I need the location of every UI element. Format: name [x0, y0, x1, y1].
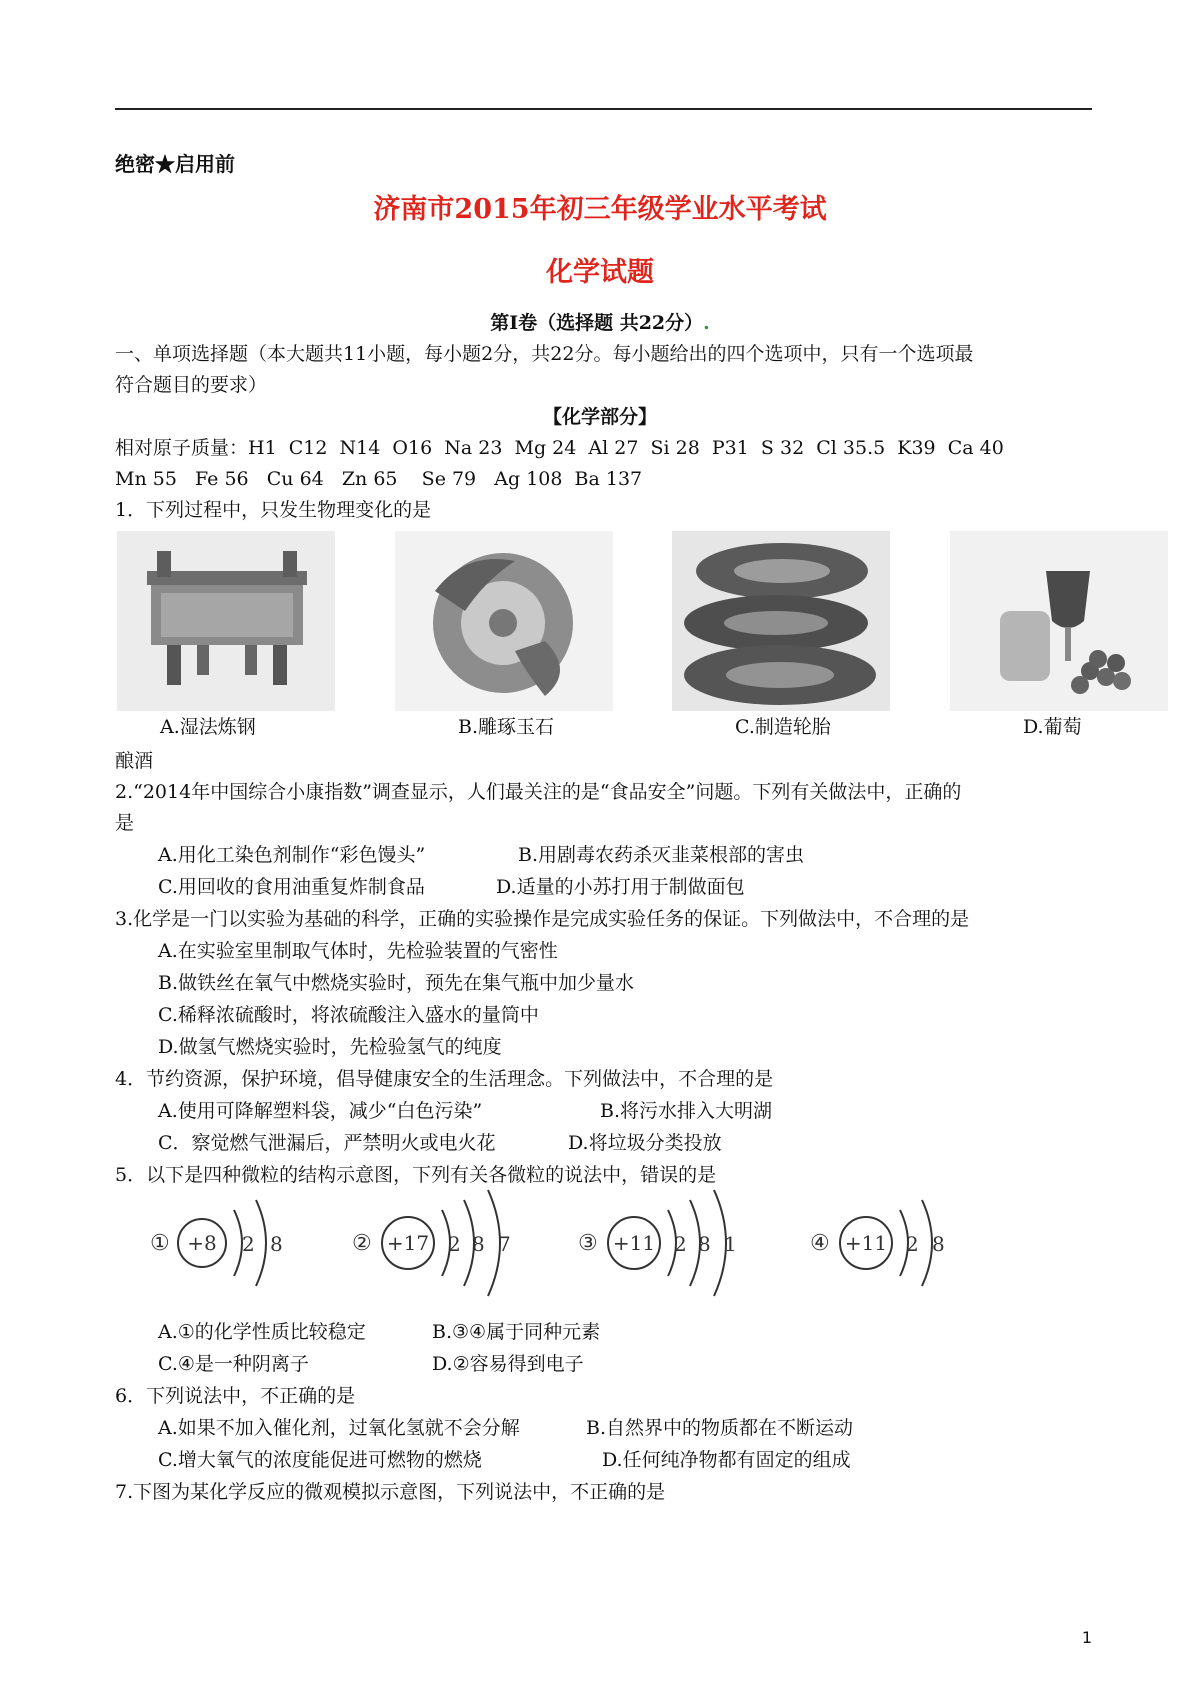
q5-option-a: A.①的化学性质比较稳定 — [158, 1321, 366, 1343]
tire-stack-image — [672, 531, 890, 711]
q3-stem: 3.化学是一门以实验为基础的科学，正确的实验操作是完成实验任务的保证。下列做法中，不合理的是 — [115, 908, 970, 930]
q1-caption-d-wrap: 酿酒 — [115, 750, 154, 772]
jade-carving-image — [395, 531, 613, 711]
grape-wine-image — [950, 531, 1168, 711]
header-rule — [115, 108, 1092, 110]
part-heading: 【化学部分】 — [542, 406, 657, 428]
q3-option-d: D.做氢气燃烧实验时，先检验氢气的纯度 — [158, 1036, 502, 1058]
particle-2-shell-3: 7 — [498, 1232, 511, 1256]
bronze-ding-image — [117, 531, 335, 711]
q6-stem: 6．下列说法中，不正确的是 — [115, 1385, 356, 1407]
particle-4-nucleus: +11 — [844, 1231, 888, 1255]
atomic-structure-diagrams — [150, 1188, 970, 1298]
section-instructions-line2: 符合题目的要求） — [115, 374, 268, 396]
particle-4-diagram — [810, 1200, 945, 1286]
q1-caption-d: D.葡萄 — [1023, 716, 1082, 738]
q3-option-a: A.在实验室里制取气体时，先检验装置的气密性 — [158, 940, 558, 962]
exam-title: 济南市2015年初三年级学业水平考试 — [373, 194, 827, 225]
q2-stem-line1: 2.“2014年中国综合小康指数”调查显示，人们最关注的是“食品安全”问题。下列有关做法中，正确的 — [115, 781, 962, 803]
q4-option-b: B.将污水排入大明湖 — [600, 1100, 773, 1122]
q3-option-b: B.做铁丝在氧气中燃烧实验时，预先在集气瓶中加少量水 — [158, 972, 635, 994]
q5-option-b: B.③④属于同种元素 — [432, 1321, 601, 1343]
particle-2-label: ② — [352, 1231, 372, 1256]
q4-option-d: D.将垃圾分类投放 — [568, 1132, 722, 1154]
q6-option-c: C.增大氧气的浓度能促进可燃物的燃烧 — [158, 1449, 482, 1471]
q6-option-d: D.任何纯净物都有固定的组成 — [602, 1449, 851, 1471]
particle-4-shell-1: 2 — [906, 1232, 919, 1256]
q2-stem-line2: 是 — [115, 812, 135, 834]
q1-stem: 1．下列过程中，只发生物理变化的是 — [115, 499, 432, 521]
confidential-mark: 绝密★启用前 — [115, 152, 235, 176]
volume-dot: . — [703, 312, 710, 334]
particle-3-nucleus: +11 — [612, 1231, 656, 1255]
particle-3-shell-3: 1 — [724, 1232, 737, 1256]
particle-2-nucleus: +17 — [386, 1231, 430, 1255]
exam-subtitle: 化学试题 — [546, 257, 654, 288]
q4-stem: 4．节约资源，保护环境，倡导健康安全的生活理念。下列做法中，不合理的是 — [115, 1068, 774, 1090]
section-instructions-line1: 一、单项选择题（本大题共11小题，每小题2分，共22分。每小题给出的四个选项中，只有一个选项最 — [115, 343, 974, 365]
particle-3-shell-2: 8 — [698, 1232, 711, 1256]
q4-option-a: A.使用可降解塑料袋，减少“白色污染” — [158, 1100, 483, 1122]
particle-2-shell-2: 8 — [472, 1232, 485, 1256]
q6-option-b: B.自然界中的物质都在不断运动 — [586, 1417, 854, 1439]
q2-option-d: D.适量的小苏打用于制做面包 — [496, 876, 745, 898]
particle-2-shell-1: 2 — [448, 1232, 461, 1256]
volume-text: 第Ⅰ卷（选择题 共22分） — [490, 312, 704, 334]
q2-option-a: A.用化工染色剂制作“彩色馒头” — [158, 844, 426, 866]
q5-option-d: D.②容易得到电子 — [432, 1353, 584, 1375]
q2-option-c: C.用回收的食用油重复炸制食品 — [158, 876, 425, 898]
q6-option-a: A.如果不加入催化剂，过氧化氢就不会分解 — [158, 1417, 520, 1439]
page-number: 1 — [1081, 1628, 1092, 1647]
q4-option-c: C．察觉燃气泄漏后，严禁明火或电火花 — [158, 1132, 496, 1154]
q7-stem: 7.下图为某化学反应的微观模拟示意图，下列说法中，不正确的是 — [115, 1481, 666, 1503]
atomic-mass-line2: Mn 55 Fe 56 Cu 64 Zn 65 Se 79 Ag 108 Ba 137 — [115, 468, 643, 490]
particle-1-shell-2: 8 — [270, 1232, 283, 1256]
q5-stem: 5．以下是四种微粒的结构示意图，下列有关各微粒的说法中，错误的是 — [115, 1164, 717, 1186]
particle-3-diagram — [578, 1190, 737, 1296]
q2-option-b: B.用剧毒农药杀灭韭菜根部的害虫 — [518, 844, 805, 866]
atomic-mass-line1: 相对原子质量：H1 C12 N14 O16 Na 23 Mg 24 Al 27 Si 28 P31 S 32 Cl 35.5 K39 Ca 40 — [115, 437, 1004, 459]
q3-option-c: C.稀释浓硫酸时，将浓硫酸注入盛水的量筒中 — [158, 1004, 539, 1026]
particle-3-shell-1: 2 — [674, 1232, 687, 1256]
q5-option-c: C.④是一种阴离子 — [158, 1353, 309, 1375]
particle-4-label: ④ — [810, 1231, 830, 1256]
particle-3-label: ③ — [578, 1231, 598, 1256]
particle-4-shell-2: 8 — [932, 1232, 945, 1256]
particle-1-shell-1: 2 — [242, 1232, 255, 1256]
particle-1-nucleus: +8 — [187, 1231, 217, 1255]
q1-caption-c: C.制造轮胎 — [735, 716, 831, 738]
q1-caption-b: B.雕琢玉石 — [458, 716, 555, 738]
q1-caption-a: A.湿法炼钢 — [160, 716, 256, 738]
particle-1-diagram — [150, 1200, 283, 1286]
particle-2-diagram — [352, 1190, 511, 1296]
particle-1-label: ① — [150, 1231, 170, 1256]
volume-heading — [0, 311, 1200, 335]
